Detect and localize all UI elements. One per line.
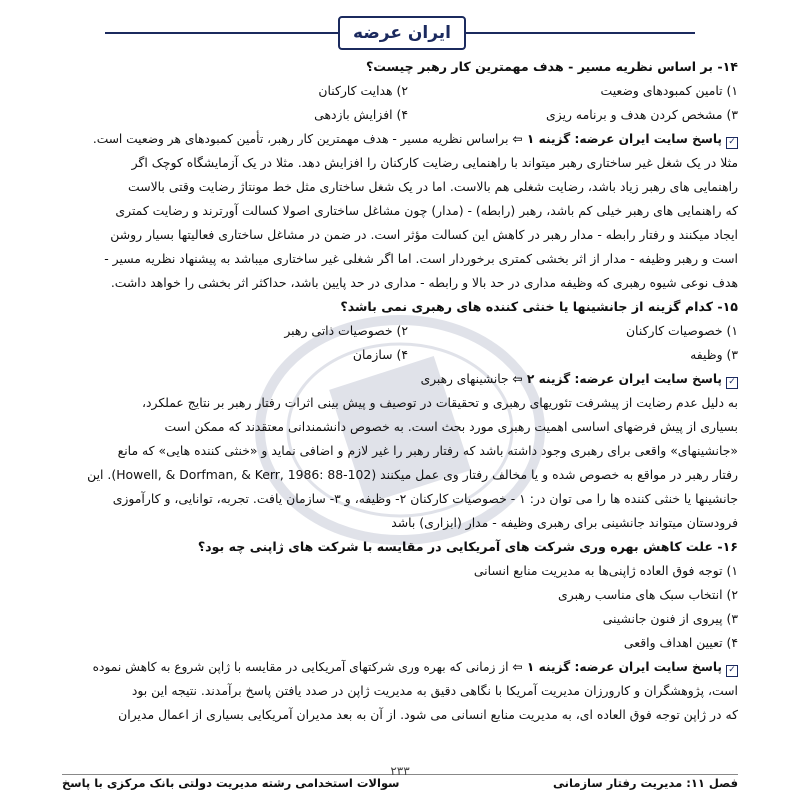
- page-footer: [62, 764, 738, 792]
- option: ۲) هدایت کارکنان: [318, 83, 408, 98]
- answer-text: از زمانی که بهره وری شرکتهای آمریکایی در مقایسه با ژاپن شروع به کاهش نموده: [92, 660, 509, 674]
- option: ۴) افزایش بازدهی: [314, 107, 408, 122]
- option: ۱) تامین کمبودهای وضعیت: [600, 83, 738, 98]
- page-number: ۲۳۳: [390, 764, 410, 778]
- check-icon: ✓: [726, 137, 738, 149]
- option: ۴) سازمان: [352, 347, 408, 362]
- answer-text: جانشینهای رهبری: [420, 372, 509, 386]
- option: ۴) تعیین اهداف واقعی: [623, 635, 738, 650]
- option: ۲) خصوصیات ذاتی رهبر: [284, 323, 408, 338]
- answer-tag: پاسخ سایت ایران عرضه: گزینه ۱ ⇦: [512, 660, 722, 674]
- explanation-line: است و رهبر وظیفه - مدار از اثر بخشی کمتری برخوردار است. اما اگر شغلی غیر ساختاری میباشد به پیشنهاد نظریه مسیر -: [104, 251, 738, 266]
- answer-tag: پاسخ سایت ایران عرضه: گزینه ۲ ⇦: [512, 372, 722, 386]
- options-row: [62, 319, 738, 343]
- options-row: [62, 79, 738, 103]
- header: [0, 14, 800, 52]
- explanation-line: مثلا در یک شغل غیر ساختاری رهبر میتواند با راهنمایی رضایت کارکنان را افزایش دهد. مثلا در یک آزمایشگاه کوچک اگر: [131, 155, 738, 170]
- main-content: [62, 55, 738, 727]
- logo-text: ایران عرضه: [353, 23, 451, 43]
- explanation-line: که در ژاپن توجه فوق العاده ای، به مدیریت منابع انسانی می شود. از آن به بعد مدیران آمریکایی بسیاری از اعمال مدیران: [118, 707, 738, 722]
- options-row: [62, 103, 738, 127]
- options-row: [62, 343, 738, 367]
- chapter-title: فصل ۱۱: مدیریت رفتار سازمانی: [553, 776, 738, 790]
- explanation-line: که راهنمایی های رهبر خیلی کم باشد، رهبر (رابطه) - (مدار) چون مشاغل ساختاری اصولا کسالت آورترند و رضایت کمتری: [115, 203, 738, 218]
- explanation-line: بسیاری از پیش فرضهای اساسی اهمیت رهبری مورد بحث است. به خصوص دانشمندانی معتقدند که ممکن است: [164, 419, 738, 434]
- answer-line: [62, 127, 738, 151]
- explanation-line: هدف نوعی شیوه رهبری که وظیفه مداری در حد بالا و رابطه - مداری در حد پایین باشد، حداکثر اثر بخشی را خواهد داشت.: [110, 275, 738, 290]
- answer-text: براساس نظریه مسیر - هدف مهمترین کار رهبر، تأمین کمبودهای هر وضعیت است.: [92, 132, 509, 146]
- option: ۳) وظیفه: [690, 347, 738, 362]
- option: ۱) توجه فوق العاده ژاپنی‌ها به مدیریت منابع انسانی: [473, 563, 738, 578]
- explanation-line: راهنمایی های رهبر زیاد باشد، رضایت شغلی هم بالاست. اما در یک شغل ساختاری مثل خط مونتاژ رضایت وقتی بالاست: [128, 179, 738, 194]
- explanation-line: است، پژوهشگران و کارورزان مدیریت آمریکا با نگاهی دقیق به مدیریت ژاپن در صدد یافتن پاسخ برآمدند. نتیجه این بود: [131, 683, 738, 698]
- book-title: سوالات استخدامی رشته مدیریت دولتی بانک مرکزی با پاسخ: [62, 776, 400, 790]
- explanation-line: به دلیل عدم رضایت از پیشرفت تئوریهای رهبری و تحقیقات در توصیف و پیش بینی اثرات رفتار رهبر بر نتایج عملکرد،: [141, 395, 738, 410]
- question-15: ۱۵- کدام گزینه از جانشینها یا خنثی کننده های رهبری نمی باشد؟: [340, 299, 738, 314]
- question-16: ۱۶- علت کاهش بهره وری شرکت های آمریکایی در مقایسه با شرکت های ژاپنی چه بود؟: [197, 539, 738, 554]
- answer-tag: پاسخ سایت ایران عرضه: گزینه ۱ ⇦: [512, 132, 722, 146]
- explanation-line: «جانشینهای» واقعی برای رهبری وجود داشته باشد که رفتار رهبر را غیر لازم و اضافی نماید و «خنثی کننده هایی» که مانع: [117, 443, 738, 458]
- site-logo: [338, 16, 466, 50]
- answer-line: [62, 367, 738, 391]
- option: ۱) خصوصیات کارکنان: [625, 323, 738, 338]
- option: ۲) انتخاب سبک های مناسب رهبری: [558, 587, 738, 602]
- option: ۳) مشخص کردن هدف و برنامه ریزی: [546, 107, 738, 122]
- explanation-line: فرودستان میتواند جانشینی برای رهبری وظیفه - مدار (ابزاری) باشد: [391, 515, 738, 530]
- explanation-line: جانشینها یا خنثی کننده ها را می توان در: ۱ - خصوصیات کارکنان ۲- وظیفه، و ۳- سازمان یافت. تجربه، توانایی، و کارآموزی: [112, 491, 738, 506]
- answer-line: [62, 655, 738, 679]
- option: ۳) پیروی از فنون جانشینی: [602, 611, 738, 626]
- explanation-line: ایجاد میکنند و رفتار رابطه - مدار رهبر در کاهش این کسالت مؤثر است. در ضمن در مشاغل ساختاری فعالیتها بسیار روشن: [110, 227, 738, 242]
- check-icon: ✓: [726, 377, 738, 389]
- question-14: ۱۴- بر اساس نظریه مسیر - هدف مهمترین کار رهبر چیست؟: [366, 59, 738, 74]
- explanation-line: رفتار رهبر در مواقع به خصوص شده و یا مخالف رفتار وی عمل میکنند (Howell, & Dorfman, & Kerr, 1986: 88-102). این: [87, 467, 738, 482]
- check-icon: ✓: [726, 665, 738, 677]
